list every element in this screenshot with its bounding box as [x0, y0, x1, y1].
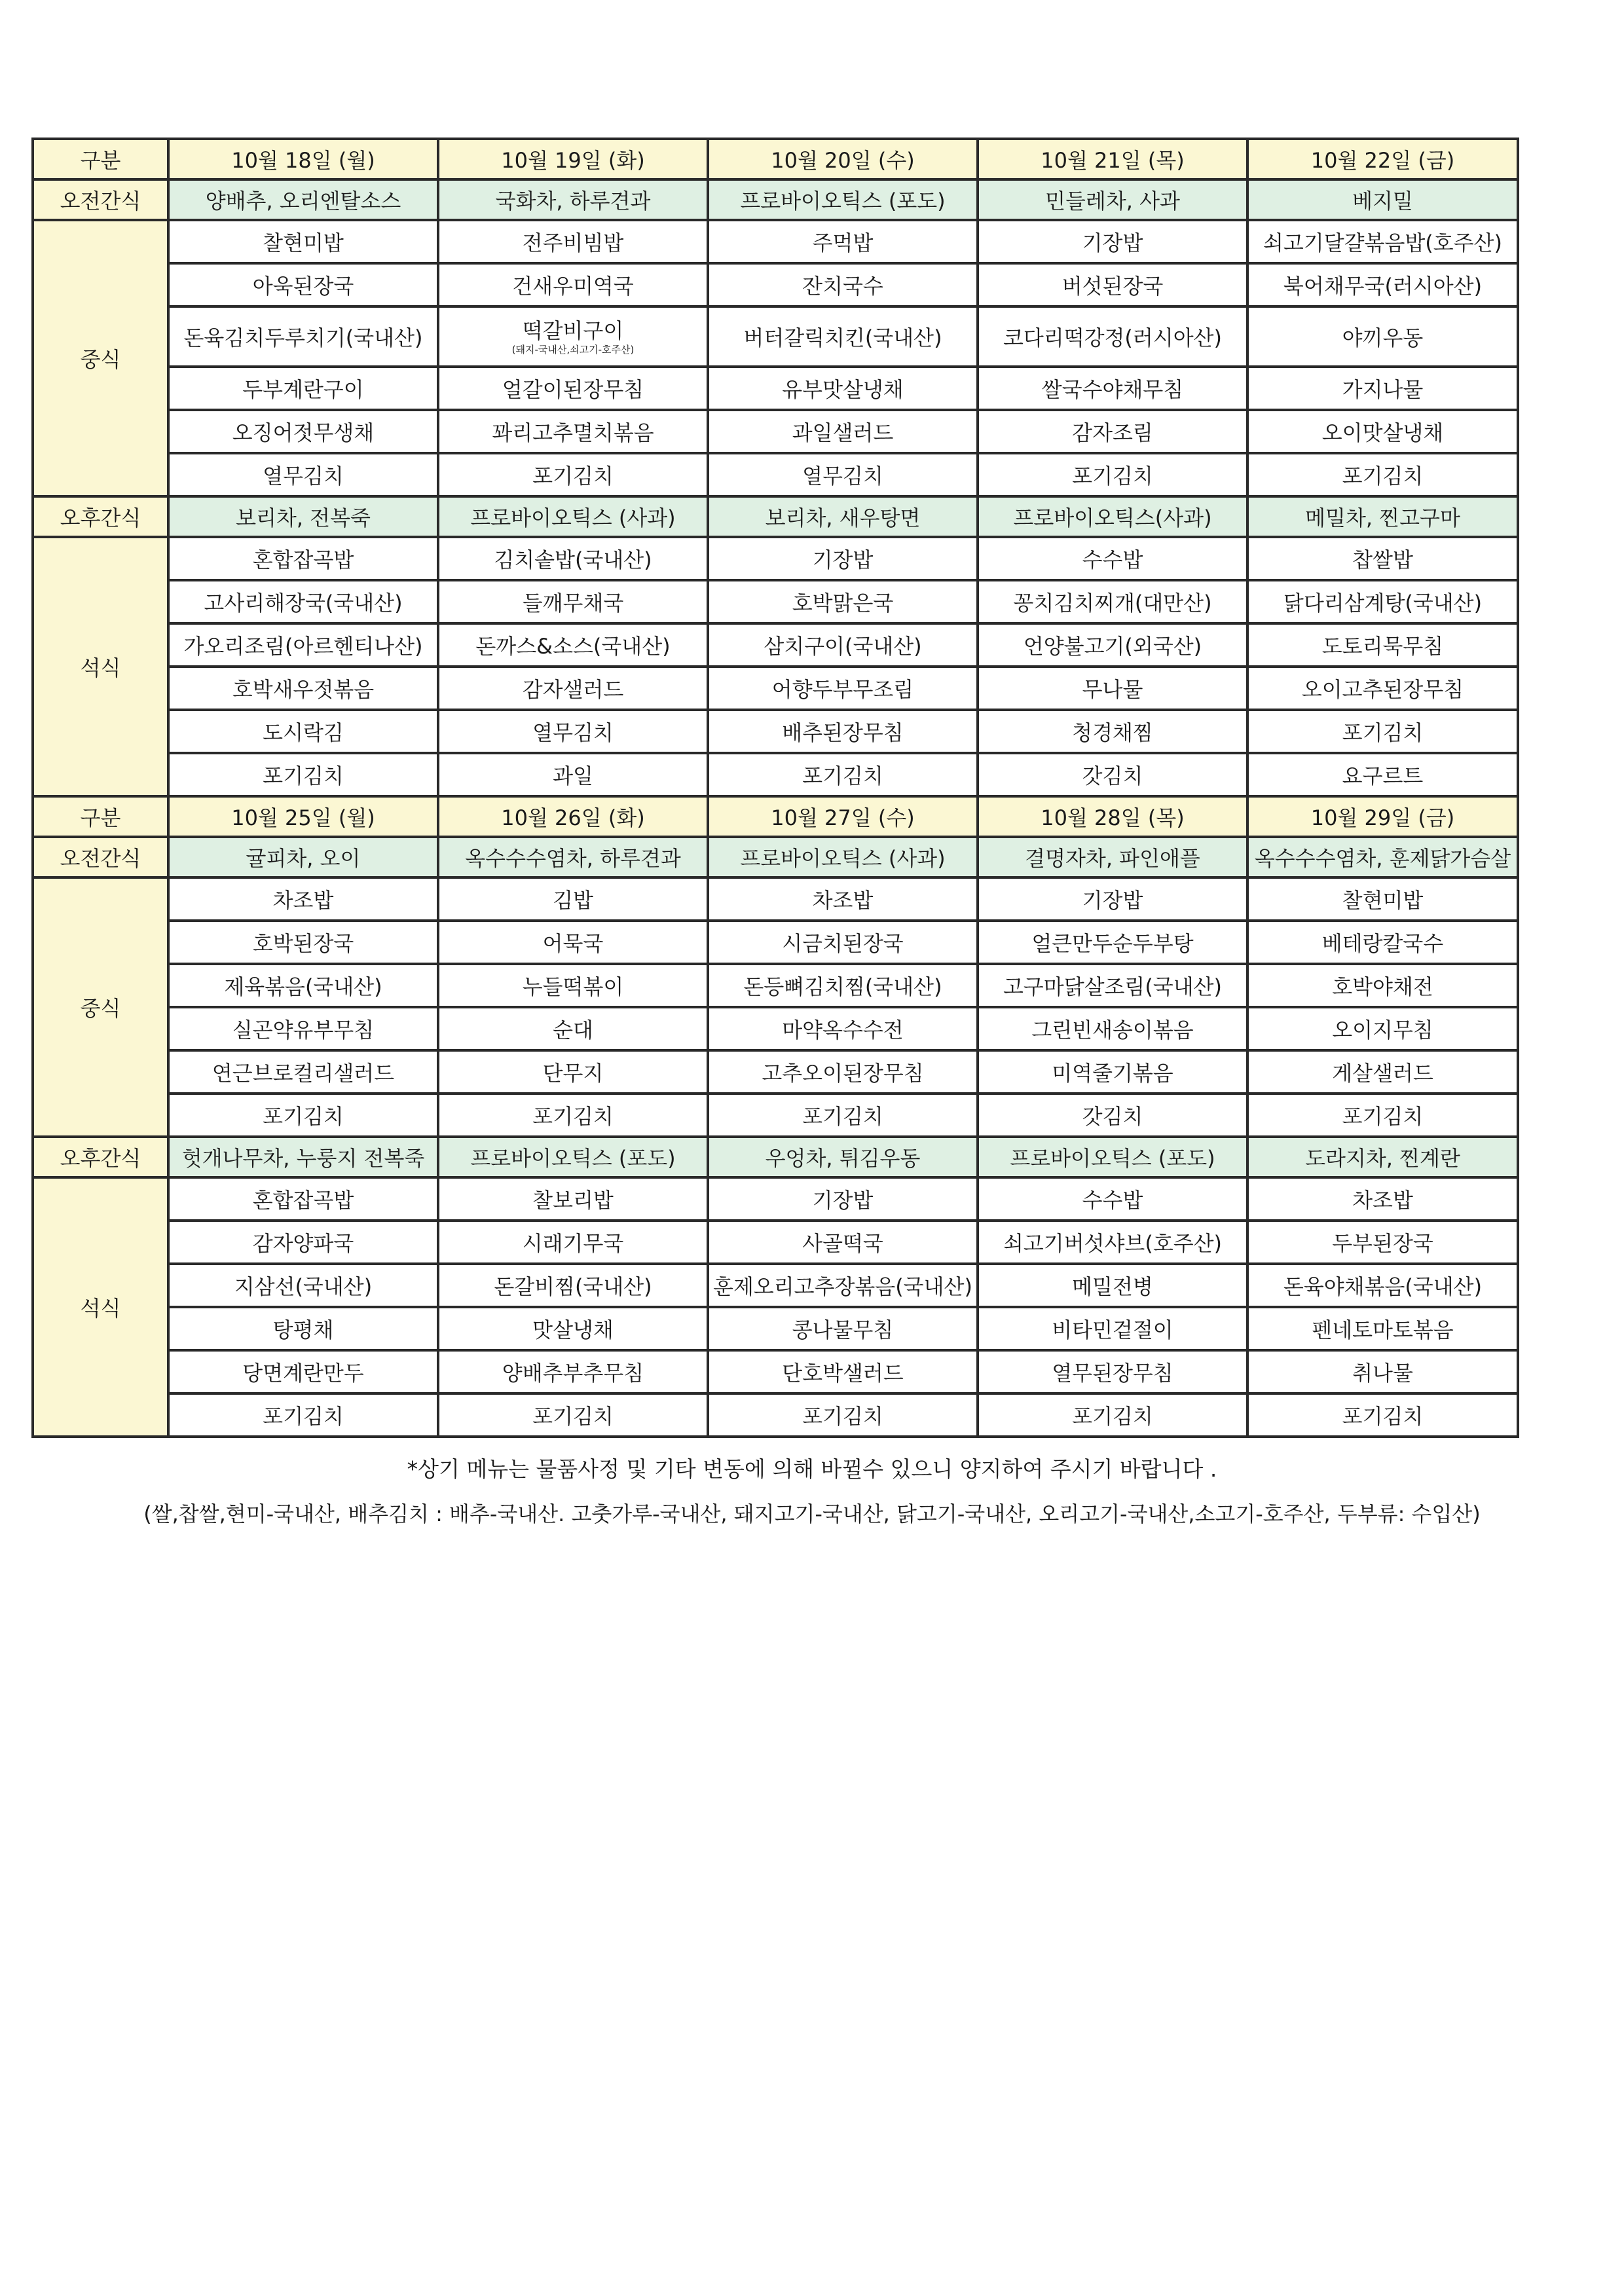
dinner-row	[33, 1393, 1518, 1437]
lunch-item: 얼큰만두순두부탕	[978, 921, 1247, 964]
pm-snack-item: 도라지차, 찐계란	[1247, 1137, 1518, 1177]
dinner-row	[33, 623, 1518, 667]
pm-snack-item: 프로바이오틱스(사과)	[978, 496, 1247, 537]
dinner-item: 도시락김	[168, 710, 438, 753]
dinner-item: 단호박샐러드	[708, 1350, 978, 1393]
lunch-row	[33, 1094, 1518, 1137]
dinner-item: 무나물	[978, 667, 1247, 710]
lunch-item: 제육볶음(국내산)	[168, 964, 438, 1007]
dinner-item: 언양불고기(외국산)	[978, 623, 1247, 667]
dinner-item: 오이고추된장무침	[1247, 667, 1518, 710]
lunch-item: 얼갈이된장무침	[438, 367, 708, 410]
lunch-item: 오이지무침	[1247, 1007, 1518, 1050]
dinner-row	[33, 1350, 1518, 1393]
am-snack-item: 베지밀	[1247, 179, 1518, 220]
lunch-item: 베테랑칼국수	[1247, 921, 1518, 964]
dinner-item: 수수밥	[978, 537, 1247, 580]
lunch-item: 전주비빔밥	[438, 220, 708, 263]
lunch-item: 주먹밥	[708, 220, 978, 263]
pm-snack-item: 프로바이오틱스 (포도)	[438, 1137, 708, 1177]
lunch-item: 유부맛살냉채	[708, 367, 978, 410]
lunch-item: 돈등뼈김치찜(국내산)	[708, 964, 978, 1007]
dinner-item: 삼치구이(국내산)	[708, 623, 978, 667]
am-snack-item: 민들레차, 사과	[978, 179, 1247, 220]
lunch-item: 호박된장국	[168, 921, 438, 964]
lunch-row	[33, 1050, 1518, 1094]
meal-plan-table	[31, 138, 1519, 1438]
lunch-item: 시금치된장국	[708, 921, 978, 964]
lunch-item: 연근브로컬리샐러드	[168, 1050, 438, 1094]
lunch-item: 코다리떡강정(러시아산)	[978, 306, 1247, 367]
lunch-item: 누들떡볶이	[438, 964, 708, 1007]
lunch-item: 잔치국수	[708, 263, 978, 306]
dinner-item: 맛살냉채	[438, 1307, 708, 1350]
dinner-item: 배추된장무침	[708, 710, 978, 753]
am-snack-item: 프로바이오틱스 (포도)	[708, 179, 978, 220]
pm-snack-item: 보리차, 전복죽	[168, 496, 438, 537]
dinner-item: 쇠고기버섯샤브(호주산)	[978, 1221, 1247, 1264]
am-snack-row	[33, 179, 1518, 220]
origin-subnote: (돼지-국내산,쇠고기-호주산)	[511, 344, 635, 356]
am-snack-item: 양배추, 오리엔탈소스	[168, 179, 438, 220]
dinner-item: 훈제오리고추장볶음(국내산)	[708, 1264, 978, 1307]
dinner-label: 석식	[33, 537, 168, 796]
dinner-item: 양배추부추무침	[438, 1350, 708, 1393]
week-header-row	[33, 139, 1518, 179]
dinner-item: 펜네토마토볶음	[1247, 1307, 1518, 1350]
am-snack-item: 귤피차, 오이	[168, 837, 438, 877]
dinner-row	[33, 710, 1518, 753]
lunch-row	[33, 220, 1518, 263]
lunch-item: 두부계란구이	[168, 367, 438, 410]
dinner-item: 차조밥	[1247, 1177, 1518, 1221]
header-label: 구분	[33, 796, 168, 837]
dinner-item: 꽁치김치찌개(대만산)	[978, 580, 1247, 623]
dinner-item: 돈육야채볶음(국내산)	[1247, 1264, 1518, 1307]
lunch-item: 게살샐러드	[1247, 1050, 1518, 1094]
dinner-item: 메밀전병	[978, 1264, 1247, 1307]
lunch-item: 열무김치	[168, 453, 438, 496]
lunch-item: 차조밥	[708, 877, 978, 921]
lunch-item: 쌀국수야채무침	[978, 367, 1247, 410]
am-snack-label: 오전간식	[33, 837, 168, 877]
dinner-item: 혼합잡곡밥	[168, 537, 438, 580]
dinner-item: 비타민겉절이	[978, 1307, 1247, 1350]
dinner-item: 어향두부무조림	[708, 667, 978, 710]
lunch-item: 꽈리고추멸치볶음	[438, 410, 708, 453]
dinner-item: 열무김치	[438, 710, 708, 753]
dinner-item: 수수밥	[978, 1177, 1247, 1221]
dinner-item: 감자양파국	[168, 1221, 438, 1264]
lunch-item: 포기김치	[1247, 453, 1518, 496]
dinner-item: 가오리조림(아르헨티나산)	[168, 623, 438, 667]
day-header: 10월 25일 (월)	[168, 796, 438, 837]
day-header: 10월 20일 (수)	[708, 139, 978, 179]
lunch-item: 찰현미밥	[168, 220, 438, 263]
lunch-item: 김밥	[438, 877, 708, 921]
dinner-item: 요구르트	[1247, 753, 1518, 796]
lunch-item: 버터갈릭치킨(국내산)	[708, 306, 978, 367]
pm-snack-item: 프로바이오틱스 (포도)	[978, 1137, 1247, 1177]
am-snack-item: 프로바이오틱스 (사과)	[708, 837, 978, 877]
dinner-row	[33, 1221, 1518, 1264]
day-header: 10월 27일 (수)	[708, 796, 978, 837]
dinner-item: 당면계란만두	[168, 1350, 438, 1393]
dinner-item: 포기김치	[168, 753, 438, 796]
dinner-row	[33, 667, 1518, 710]
lunch-row	[33, 964, 1518, 1007]
dinner-item: 돈갈비찜(국내산)	[438, 1264, 708, 1307]
lunch-item: 돈육김치두루치기(국내산)	[168, 306, 438, 367]
dinner-row	[33, 753, 1518, 796]
dinner-item: 포기김치	[1247, 710, 1518, 753]
lunch-item: 찰현미밥	[1247, 877, 1518, 921]
lunch-row	[33, 921, 1518, 964]
pm-snack-item: 메밀차, 찐고구마	[1247, 496, 1518, 537]
dinner-item: 시래기무국	[438, 1221, 708, 1264]
week-header-row	[33, 796, 1518, 837]
lunch-item: 버섯된장국	[978, 263, 1247, 306]
lunch-item: 고추오이된장무침	[708, 1050, 978, 1094]
meal-plan-sheet	[31, 138, 1517, 1438]
dinner-item: 포기김치	[1247, 1393, 1518, 1437]
dinner-item: 호박맑은국	[708, 580, 978, 623]
lunch-item: 포기김치	[438, 1094, 708, 1137]
lunch-item: 실곤약유부무침	[168, 1007, 438, 1050]
dinner-item: 지삼선(국내산)	[168, 1264, 438, 1307]
lunch-item: 쇠고기달걀볶음밥(호주산)	[1247, 220, 1518, 263]
lunch-item: 마약옥수수전	[708, 1007, 978, 1050]
dinner-row	[33, 1307, 1518, 1350]
pm-snack-label: 오후간식	[33, 1137, 168, 1177]
dinner-row	[33, 1264, 1518, 1307]
dinner-item: 콩나물무침	[708, 1307, 978, 1350]
lunch-item: 순대	[438, 1007, 708, 1050]
pm-snack-item: 프로바이오틱스 (사과)	[438, 496, 708, 537]
lunch-item: 그린빈새송이볶음	[978, 1007, 1247, 1050]
lunch-item: 과일샐러드	[708, 410, 978, 453]
dinner-item: 열무된장무침	[978, 1350, 1247, 1393]
dinner-row	[33, 580, 1518, 623]
lunch-label: 중식	[33, 877, 168, 1137]
dinner-item: 탕평채	[168, 1307, 438, 1350]
lunch-item-name: 떡갈비구이	[522, 318, 624, 343]
am-snack-row	[33, 837, 1518, 877]
lunch-item: 북어채무국(러시아산)	[1247, 263, 1518, 306]
dinner-item: 두부된장국	[1247, 1221, 1518, 1264]
dinner-item: 혼합잡곡밥	[168, 1177, 438, 1221]
lunch-item: 아욱된장국	[168, 263, 438, 306]
lunch-item: 차조밥	[168, 877, 438, 921]
lunch-item: 갓김치	[978, 1094, 1247, 1137]
lunch-row	[33, 453, 1518, 496]
lunch-item: 오이맛살냉채	[1247, 410, 1518, 453]
lunch-label: 중식	[33, 220, 168, 496]
am-snack-item: 옥수수수염차, 훈제닭가슴살	[1247, 837, 1518, 877]
am-snack-item: 결명자차, 파인애플	[978, 837, 1247, 877]
lunch-row	[33, 367, 1518, 410]
am-snack-item: 옥수수수염차, 하루견과	[438, 837, 708, 877]
lunch-row	[33, 306, 1518, 367]
lunch-item: 포기김치	[168, 1094, 438, 1137]
day-header: 10월 21일 (목)	[978, 139, 1247, 179]
lunch-item	[438, 306, 708, 367]
am-snack-item: 국화차, 하루견과	[438, 179, 708, 220]
dinner-item: 김치솥밥(국내산)	[438, 537, 708, 580]
day-header: 10월 26일 (화)	[438, 796, 708, 837]
lunch-row	[33, 1007, 1518, 1050]
dinner-item: 기장밥	[708, 1177, 978, 1221]
dinner-item: 감자샐러드	[438, 667, 708, 710]
lunch-item: 야끼우동	[1247, 306, 1518, 367]
pm-snack-item: 헛개나무차, 누룽지 전복죽	[168, 1137, 438, 1177]
footer-notes	[0, 1452, 1624, 1528]
dinner-item: 포기김치	[168, 1393, 438, 1437]
dinner-item: 닭다리삼계탕(국내산)	[1247, 580, 1518, 623]
dinner-item: 들깨무채국	[438, 580, 708, 623]
dinner-label: 석식	[33, 1177, 168, 1437]
day-header: 10월 19일 (화)	[438, 139, 708, 179]
dinner-item: 취나물	[1247, 1350, 1518, 1393]
pm-snack-item: 우엉차, 튀김우동	[708, 1137, 978, 1177]
lunch-item: 고구마닭살조림(국내산)	[978, 964, 1247, 1007]
pm-snack-row	[33, 1137, 1518, 1177]
pm-snack-item: 보리차, 새우탕면	[708, 496, 978, 537]
dinner-item: 도토리묵무침	[1247, 623, 1518, 667]
dinner-item: 호박새우젓볶음	[168, 667, 438, 710]
lunch-row	[33, 263, 1518, 306]
day-header: 10월 22일 (금)	[1247, 139, 1518, 179]
header-label: 구분	[33, 139, 168, 179]
lunch-item: 호박야채전	[1247, 964, 1518, 1007]
day-header: 10월 29일 (금)	[1247, 796, 1518, 837]
lunch-item: 감자조림	[978, 410, 1247, 453]
change-notice: *상기 메뉴는 물품사정 및 기타 변동에 의해 바뀔수 있으니 양지하여 주시기 바랍니다 .	[407, 1456, 1217, 1482]
dinner-item: 포기김치	[708, 753, 978, 796]
lunch-item: 포기김치	[708, 1094, 978, 1137]
dinner-item: 사골떡국	[708, 1221, 978, 1264]
lunch-item: 기장밥	[978, 220, 1247, 263]
dinner-item: 청경채찜	[978, 710, 1247, 753]
lunch-item: 건새우미역국	[438, 263, 708, 306]
lunch-item: 포기김치	[978, 453, 1247, 496]
lunch-item: 어묵국	[438, 921, 708, 964]
dinner-item: 포기김치	[708, 1393, 978, 1437]
dinner-item: 갓김치	[978, 753, 1247, 796]
lunch-item: 가지나물	[1247, 367, 1518, 410]
dinner-item: 찰보리밥	[438, 1177, 708, 1221]
day-header: 10월 18일 (월)	[168, 139, 438, 179]
dinner-item: 기장밥	[708, 537, 978, 580]
pm-snack-row	[33, 496, 1518, 537]
lunch-item: 열무김치	[708, 453, 978, 496]
lunch-item: 단무지	[438, 1050, 708, 1094]
lunch-item: 오징어젓무생채	[168, 410, 438, 453]
dinner-item: 고사리해장국(국내산)	[168, 580, 438, 623]
lunch-item: 포기김치	[1247, 1094, 1518, 1137]
lunch-row	[33, 410, 1518, 453]
dinner-item: 과일	[438, 753, 708, 796]
dinner-item: 포기김치	[978, 1393, 1247, 1437]
lunch-row	[33, 877, 1518, 921]
dinner-item: 포기김치	[438, 1393, 708, 1437]
dinner-row	[33, 1177, 1518, 1221]
dinner-row	[33, 537, 1518, 580]
lunch-item: 미역줄기볶음	[978, 1050, 1247, 1094]
am-snack-label: 오전간식	[33, 179, 168, 220]
pm-snack-label: 오후간식	[33, 496, 168, 537]
lunch-item: 기장밥	[978, 877, 1247, 921]
lunch-item: 포기김치	[438, 453, 708, 496]
origin-notice: (쌀,찹쌀,현미-국내산, 배추김치 : 배추-국내산. 고춧가루-국내산, 돼지고기-국내산, 닭고기-국내산, 오리고기-국내산,소고기-호주산, 두부류: 수입산)	[143, 1501, 1481, 1526]
dinner-item: 찹쌀밥	[1247, 537, 1518, 580]
dinner-item: 돈까스&소스(국내산)	[438, 623, 708, 667]
day-header: 10월 28일 (목)	[978, 796, 1247, 837]
